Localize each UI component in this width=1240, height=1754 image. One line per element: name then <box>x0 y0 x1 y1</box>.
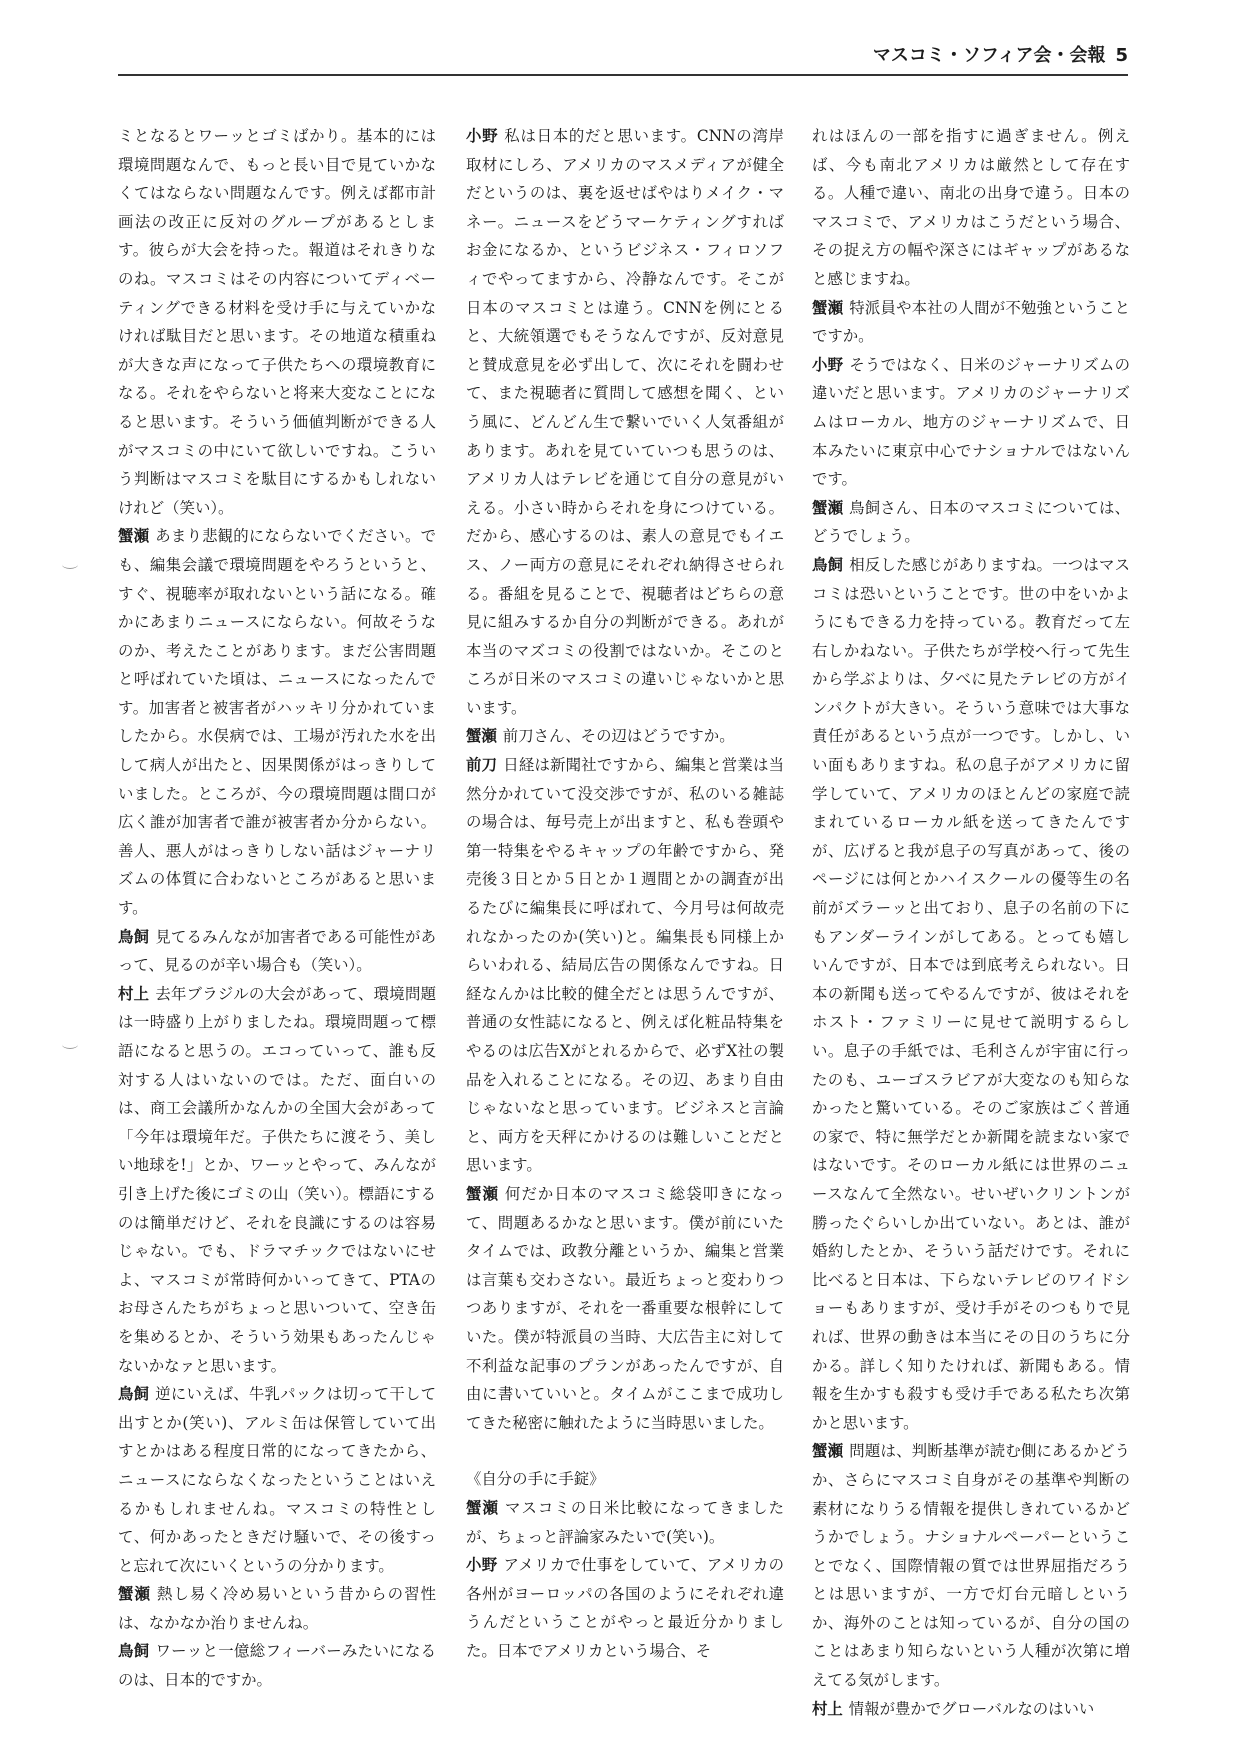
speaker-name: 村上 <box>118 984 150 1003</box>
paragraph-text: 見てるみんなが加害者である可能性があって、見るのが辛い場合も（笑い）。 <box>118 927 436 975</box>
section-heading: 《自分の手に手錠》 <box>466 1470 605 1489</box>
scan-margin-mark <box>62 1040 78 1049</box>
paragraph-text: 問題は、判断基準が読む側にあるかどうか、さらにマスコミ自身がその基準や判断の素材になりうる情報を提供しきれているかどうかでしょう。ナショナルペーパーということでなく、国際情報の質では世界屈指だろうとは思いますが、一方で灯台元暗しというか、海外のことは知っているが、自分の国のことはあまり知らないという人種が次第に増えてる気がします。 <box>812 1442 1130 1690</box>
paragraph-text: 情報が豊かでグローバルなのはいい <box>848 1699 1095 1718</box>
paragraph <box>466 722 784 751</box>
paragraph <box>118 1637 436 1694</box>
speaker-name: 小野 <box>466 1556 498 1575</box>
paragraph-text: そうではなく、日米のジャーナリズムの違いだと思います。アメリカのジャーナリズムはローカル、地方のジャーナリズムで、日本みたいに東京中心でナショナルではないんです。 <box>812 355 1130 489</box>
paragraph-text: マスコミの日米比較になってきましたが、ちょっと評論家みたいで(笑い)。 <box>466 1498 784 1546</box>
paragraph-text: 熱し易く冷め易いという昔からの習性は、なかなか治りませんね。 <box>118 1585 436 1632</box>
paragraph <box>466 1494 784 1551</box>
speaker-name: 蟹瀬 <box>812 498 844 517</box>
paragraph <box>466 1551 784 1665</box>
paragraph-text: れはほんの一部を指すに過ぎません。例えば、今も南北アメリカは厳然として存在する。人種で違い、南北の出身で違う。日本のマスコミで、アメリカはこうだという場合、その捉え方の幅や深さにはギャップがあるなと感じますね。 <box>812 127 1130 288</box>
speaker-name: 蟹瀬 <box>118 527 150 546</box>
scan-margin-mark <box>62 560 78 569</box>
paragraph-text: 相反した感じがありますね。一つはマスコミは恐いということです。世の中をいかようにもできる力を持っている。教育だって左右しかねない。子供たちが学校へ行って先生から学ぶよりは、夕べに見たテレビの方がインパクトが大きい。そういう意味では大事な責任があるという点が一つです。しかし、いい面もありますね。私の息子がアメリカに留学していて、アメリカのほとんどの家庭で読まれているローカル紙を送ってきたんですが、広げると我が息子の写真があって、後のページには何とかハイスクールの優等生の名前がズラーッと出ており、息子の名前の下にもアンダーラインがしてある。とっても嬉しいんですが、日本では到底考えられない。日本の新聞も送ってやるんですが、彼はそれをホスト・ファミリーに見せて説明するらしい。息子の手紙では、毛利さんが宇宙に行ったのも、ユーゴスラビアが大変なのも知らなかったと驚いている。そのご家族はごく普通の家で、特に無学だとか新聞を読まない家ではないです。そのローカル紙には世界のニュースなんて全然ない。せいぜいクリントンが勝ったぐらいしか出ていない。あとは、誰が婚約したとか、そういう話だけです。それに比べると日本は、下らないテレビのワイドショーもありますが、受け手がそのつもりで見れば、世界の動きは本当にその日のうちに分かる。詳しく知りたければ、新聞もある。情報を生かすも殺すも受け手である私たち次第かと思います。 <box>812 555 1130 1432</box>
text-column-2 <box>466 122 784 1682</box>
paragraph <box>466 1180 784 1437</box>
paragraph-text: ミとなるとワーッとゴミばかり。基本的には環境問題なんで、もっと長い目で見ていかなくてはならない問題なんです。例えば都市計画法の改正に反対のグループがあるとします。彼らが大会を持った。報道はそれきりなのね。マスコミはその内容についてディベーティングできる材料を受け手に与えていかなければ駄目だと思います。その地道な積重ねが大きな声になって子供たちへの環境教育になる。それをやらないと将来大変なことになると思います。そういう価値判断ができる人がマスコミの中にいて欲しいですね。こういう判断はマスコミを駄目にするかもしれないけれど（笑い）。 <box>118 127 436 517</box>
paragraph <box>118 980 436 1380</box>
paragraph-text: 何だか日本のマスコミ総袋叩きになって、問題あるかなと思います。僕が前にいたタイムでは、政教分離というか、編集と営業は言葉も交わさない。最近ちょっと変わりつつありますが、それを一番重要な根幹にしていた。僕が特派員の当時、大広告主に対して不利益な記事のプランがあったんですが、自由に書いていいと。タイムがここまで成功してきた秘密に触れたように当時思いました。 <box>466 1184 784 1432</box>
speaker-name: 蟹瀬 <box>812 1442 844 1461</box>
paragraph <box>812 1695 1130 1724</box>
paragraph <box>812 294 1130 351</box>
text-column-1 <box>118 122 436 1690</box>
paragraph-text: 鳥飼さん、日本のマスコミについては、どうでしょう。 <box>812 498 1130 546</box>
paragraph <box>812 494 1130 551</box>
speaker-name: 前刀 <box>466 756 498 775</box>
speaker-name: 小野 <box>466 127 499 145</box>
speaker-name: 村上 <box>812 1699 843 1718</box>
paragraph <box>812 551 1130 1437</box>
paragraph <box>812 351 1130 494</box>
text-column-3 <box>812 122 1130 1718</box>
paragraph <box>466 122 784 722</box>
speaker-name: 小野 <box>812 355 844 374</box>
paragraph <box>466 751 784 1180</box>
paragraph <box>118 1580 436 1637</box>
paragraph-text: 前刀さん、その辺はどうですか。 <box>502 727 735 746</box>
paragraph-text: 日経は新聞社ですから、編集と営業は当然分かれていて没交渉ですが、私のいる雑誌の場合は、毎号売上が出ますと、私も巻頭や第一特集をやるキャップの年齢ですから、発売後３日とか５日とか１週間とかの調査が出るたびに編集長に呼ばれて、今月号は何故売れなかったのか(笑い)と。編集長も同様上からいわれる、結局広告の関係なんですね。日経なんかは比較的健全だとは思うんですが、普通の女性誌になると、例えば化粧品特集をやるのは広告Xがとれるからで、必ずX社の製品を入れることになる。その辺、あまり自由じゃないなと思っています。ビジネスと言論と、両方を天秤にかけるのは難しいことだと思います。 <box>466 756 784 1175</box>
paragraph <box>118 923 436 980</box>
paragraph <box>118 522 436 922</box>
speaker-name: 蟹瀬 <box>466 1184 499 1203</box>
paragraph <box>812 122 1130 294</box>
paragraph-text: 特派員や本社の人間が不勉強ということですか。 <box>812 298 1130 346</box>
paragraph-text: あまり悲観的にならないでください。でも、編集会議で環境問題をやろうというと、すぐ、視聴率が取れないという話になる。確かにあまりニュースにならない。何故そうなのか、考えたことがあります。まだ公害問題と呼ばれていた頃は、ニュースになったんです。加害者と被害者がハッキリ分かれていましたから。水俣病では、工場が汚れた水を出して病人が出たと、因果関係がはっきりしていました。ところが、今の環境問題は間口が広く誰が加害者で誰が被害者か分からない。善人、悪人がはっきりしない話はジャーナリズムの体質に合わないところがあると思います。 <box>118 527 436 918</box>
page-header <box>118 42 1128 76</box>
paragraph <box>812 1437 1130 1694</box>
paragraph-text: 逆にいえば、牛乳パックは切って干して出すとか(笑い)、アルミ缶は保管していて出すとかはある程度日常的になってきたから、ニュースにならなくなったということはいえるかもしれませんね。マスコミの特性として、何かあったときだけ騒いで、その後すっと忘れて次にいくというの分かります。 <box>118 1385 436 1575</box>
paragraph-text: 去年ブラジルの大会があって、環境問題は一時盛り上がりましたね。環境問題って標語になると思うの。エコっていって、誰も反対する人はいないのでは。ただ、面白いのは、商工会議所かなんかの全国大会があって「今年は環境年だ。子供たちに渡そう、美しい地球を!」とか、ワーッとやって、みんなが引き上げた後にゴミの山（笑い）。標語にするのは簡単だけど、それを良識にするのは容易じゃない。でも、ドラマチックではないにせよ、マスコミが常時何かいってきて、PTAのお母さんたちがちょっと思いついて、空き缶を集めるとか、そういう効果もあったんじゃないかなァと思います。 <box>118 984 436 1375</box>
paragraph <box>118 122 436 522</box>
speaker-name: 鳥飼 <box>118 927 150 946</box>
speaker-name: 鳥飼 <box>812 555 844 574</box>
speaker-name: 蟹瀬 <box>466 1498 499 1517</box>
speaker-name: 蟹瀬 <box>812 298 844 317</box>
paragraph <box>118 1380 436 1580</box>
speaker-name: 蟹瀬 <box>466 727 497 746</box>
speaker-name: 鳥飼 <box>118 1385 150 1404</box>
paragraph-text: ワーッと一億総フィーバーみたいになるのは、日本的ですか。 <box>118 1642 436 1690</box>
speaker-name: 鳥飼 <box>118 1642 150 1661</box>
speaker-name: 蟹瀬 <box>118 1585 151 1604</box>
publication-title: マスコミ・ソフィア会・会報 <box>872 45 1106 66</box>
paragraph-text: アメリカで仕事をしていて、アメリカの各州がヨーロッパの各国のようにそれぞれ違うんだということがやっと最近分かりました。日本でアメリカという場合、そ <box>466 1556 784 1660</box>
page-number: 5 <box>1115 45 1128 66</box>
paragraph-text: 私は日本的だと思います。CNNの湾岸取材にしろ、アメリカのマスメディアが健全だというのは、裏を返せばやはりメイク・マネー。ニュースをどうマーケティングすればお金になるか、というビジネス・フィロソフィでやってますから、冷静なんです。そこが日本のマスコミとは違う。CNNを例にとると、大統領選でもそうなんですが、反対意見と賛成意見を必ず出して、次にそれを闘わせて、また視聴者に質問して感想を聞く、という風に、どんどん生で繋いでいく人気番組があります。あれを見ていていつも思うのは、アメリカ人はテレビを通じて自分の意見がいえる。小さい時からそれを身につけている。だから、感心するのは、素人の意見でもイエス、ノー両方の意見にそれぞれ納得させられる。番組を見ることで、視聴者はどちらの意見に組みするか自分の判断ができる。あれが本当のマズコミの役割ではないか。そこのところが日米のマスコミの違いじゃないかと思います。 <box>466 127 784 717</box>
